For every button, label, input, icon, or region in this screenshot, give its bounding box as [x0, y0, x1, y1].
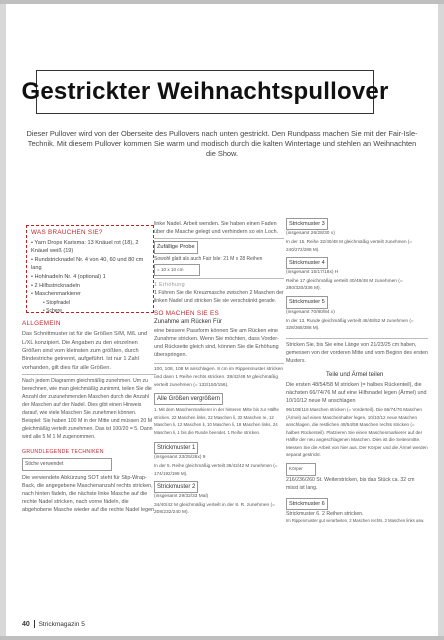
divider: [154, 278, 284, 279]
back-increase-text: eine bessere Passform können Sie am Rücken eine Zunahme stricken. Wenn Sie möchten, dass Vorder- und Rückseite gleich sind, können Sie die Erhöhung überspringen.: [154, 327, 279, 359]
how-to-heading: SO MACHEN SIE ES: [154, 310, 219, 318]
pattern-4-count: (insgesamt 15/17/18x) H: [286, 270, 339, 276]
divider: [286, 338, 428, 339]
techniques-text: Die verwendete Abkürzung SOT steht für Slip-Wrap-Back, die angegebene Maschenanzahl rechts stricken, nach hinten fädeln, die nächste linke Masche auf die rechte Nadel stricken, nach vorne fädeln, die abgehobene Masche wieder auf die rechte Nadel legen: [22, 474, 155, 514]
pattern-6-text: Strickmuster 6. 2 Reihen stricken.: [286, 510, 364, 517]
ribbing-text: Im Rippenmuster gut verarbeiten. 2 Maschen rechts, 2 Maschen links usw.: [286, 517, 425, 523]
pattern-2-heading: Strickmuster 2: [154, 481, 198, 493]
title-box: [21, 70, 389, 114]
magazine-name: Strickmagazin 5: [38, 620, 85, 628]
pattern-3-text: In der 15. Reihe 32/40/48 M gleichmäßig verteilt zunehmen (= 240/272/288 M).: [286, 239, 413, 252]
gauge-size: = 10 x 10 cm: [154, 264, 200, 276]
yoke-text: Stricken Sie, bis Sie eine Länge von 21/23/25 cm haben, gemessen von der vorderen Mitte und vom Beginn des ersten Musters.: [286, 341, 428, 364]
pattern-3-count: (insgesamt 26/28/30 x): [286, 231, 335, 237]
list-item: • 2 Hilfsstricknadeln: [31, 282, 149, 291]
pattern-1-text: In der 5. Reihe gleichmäßig verteilt 36/42/42 M zunehmen (= 174/192/198 M).: [154, 463, 278, 476]
diagram-text: Nach jedem Diagramm gleichmäßig zunehmen. Um zu berechnen, wie man gleichmäßig zunimmt, teilen Sie die Anzahl der zuzunehmenden Maschen durch die Anzahl der Maschen auf der Nadel. Dies gibt einen Hinweis darauf, wie viele Maschen Sie zunehmen können. Beispiel: Sie haben 100 M in der Mitte und müssen 20 M gleichmäßig verteilt zunehmen. Das ist 100/20 = 5. Dann wird alle 5 M 1 M zugenommen.: [22, 378, 153, 441]
back-increase-heading: Zunahme am Rücken Für: [154, 319, 223, 326]
all-sizes-heading: Alle Größen vergrößern: [154, 393, 223, 405]
gauge-heading: Zufällige Probe: [154, 241, 198, 253]
split-text-2: 96/108/116 Maschen stricken (= Vorderteil). Die 66/74/76 Maschen (Ärmel) auf einen Maschenhalter legen, 10/10/12 neue Maschen anschlagen, die restlichen 48/54/58 Maschen rechts stricken (= halbes Rückenteil). Platzieren Sie einen Maschenmarkierer auf der Hälfte der neu angeschlagenen Maschen. Dies ist die Seitenmitte. Messen Sie die Arbeit von hier aus. Der Körper und die Ärmel werden separat gestrickt.: [286, 407, 428, 457]
list-item: • Hohlnadeln Nr. 4 (optional) 1: [31, 273, 149, 282]
increase-text: 1 Führen Sie die Kreuzmasche zwischen 2 Maschen der linken Nadel und stricken Sie sie verschränkt gerade.: [154, 290, 284, 305]
intro-paragraph: Dieser Pullover wird von der Oberseite des Pullovers nach unten gestrickt. Den Rundpass machen Sie mit der Fair-Isle-Technik. Mit diesem Pullover kommen Sie warm und modisch durch die kalten Wintertage und stehlen an Weihnachten die Show.: [26, 129, 418, 158]
techniques-heading: GRUNDLEGENDE TECHNIKEN: [22, 449, 104, 456]
list-item: • Schere: [43, 307, 149, 316]
stitches-box: Stiche verwendet: [22, 458, 112, 470]
pattern-2-text: 34/40/42 M gleichmäßig verteilt in der 8. R. zunehmen (= 208/232/240 M).: [154, 502, 275, 516]
increase-heading: 1 Erhöhung: [154, 282, 185, 289]
gauge-text: Sowohl glatt als auch Fair Isle: 21 M x 28 Reihen: [154, 255, 263, 262]
page-edge-right: [438, 4, 444, 636]
list-item: • Stopfnadel: [43, 299, 149, 308]
cast-on-text: 100, 108, 108 M anschlagen. 8 cm im Rippenmuster stricken und dann 1 Reihe rechts stricken. 38/42/48 M gleichmäßig verteilt zunehmen (= 132/150/156).: [154, 367, 284, 388]
split-heading: Teile und Ärmel teilen: [326, 371, 384, 378]
body-heading: Körper: [286, 463, 316, 475]
column-2: [154, 220, 284, 517]
materials-box: [26, 225, 154, 313]
wrap-text: linke Nadel. Arbeit wenden. Sie haben einen Faden über die Masche gelegt und verhindern so ein Loch.: [154, 221, 279, 236]
divider: [22, 374, 156, 375]
list-item: • Maschenmarkierer: [31, 290, 149, 299]
column-1: [22, 320, 156, 515]
pattern-6-heading: Strickmuster 6: [286, 498, 328, 510]
pattern-5-text: In der 13. Runde gleichmäßig verteilt 48/48/52 M zunehmen (= 328/368/388 M).: [286, 317, 414, 331]
footer-divider: [34, 620, 35, 628]
pattern-1-heading: Strickmuster 1: [154, 442, 198, 454]
pattern-4-text: Reihe 17 gleichmäßig verteilt 40/48/48 M zunehmen (= 280/320/336 M).: [286, 278, 403, 292]
list-item: • Rundstricknadel Nr. 4 von 40, 60 und 80 cm lang: [31, 256, 149, 273]
page-title: Gestrickter Weihnachtspullover: [21, 78, 389, 105]
magazine-page: [6, 4, 438, 636]
pattern-3-heading: Strickmuster 3: [286, 218, 328, 230]
materials-heading: WAS BRAUCHEN SIE?: [31, 229, 103, 236]
materials-list: [31, 239, 149, 316]
general-text: Das Schnittmuster ist für die Größen S/M, M/L und L/XL konzipiert. Die Angaben zu den einzelnen Größen sind vom kleinsten zum größten, durch Bindestriche getrennt, aufgeführt. Ist nur 1 Zahl vorhanden, gilt dies für alle Größen.: [22, 331, 148, 371]
list-item: • Yarn Drops Karisma: 13 Knäuel rot (18), 2 Knäuel weiß (19): [31, 239, 149, 256]
column-3: [286, 218, 428, 525]
pattern-4-heading: Strickmuster 4: [286, 257, 328, 269]
page-footer: [22, 620, 85, 628]
general-heading: ALLGEMEIN: [22, 320, 61, 327]
split-text: Die ersten 48/54/58 M stricken (= halbes Rückenteil), die nächsten 66/74/76 M auf eine Hilfsnadel legen (Ärmel) und 10/10/12 neue M anschlagen: [286, 381, 427, 405]
divider: [154, 238, 284, 239]
page-number: 40: [22, 620, 30, 628]
pattern-5-heading: Strickmuster 5: [286, 296, 328, 308]
pattern-1-count: (insgesamt 23/25/26x) 9: [154, 455, 206, 461]
body-text: 216/236/260 St. Weiterstricken, bis das Stück ca. 32 cm misst ist lang.: [286, 476, 415, 491]
pattern-5-count: (insgesamt 70/80/84 x): [286, 309, 335, 315]
divider: [154, 363, 284, 364]
pattern-2-count: (insgesamt 29/32/33 Mal): [154, 494, 209, 500]
all-sizes-text: 1. Mit dem Maschenmarkierer in der hinteren Mitte bis zur Hälfte stricken. 22 Maschen links, 22 Maschen li, 32 Maschen re, 12 Maschen li, 12 Maschen li, 10 Maschen li, 18 Maschen links, 24 Maschen li, 1 bis die Runde beendet. 1 Reihe stricken.: [154, 407, 279, 435]
